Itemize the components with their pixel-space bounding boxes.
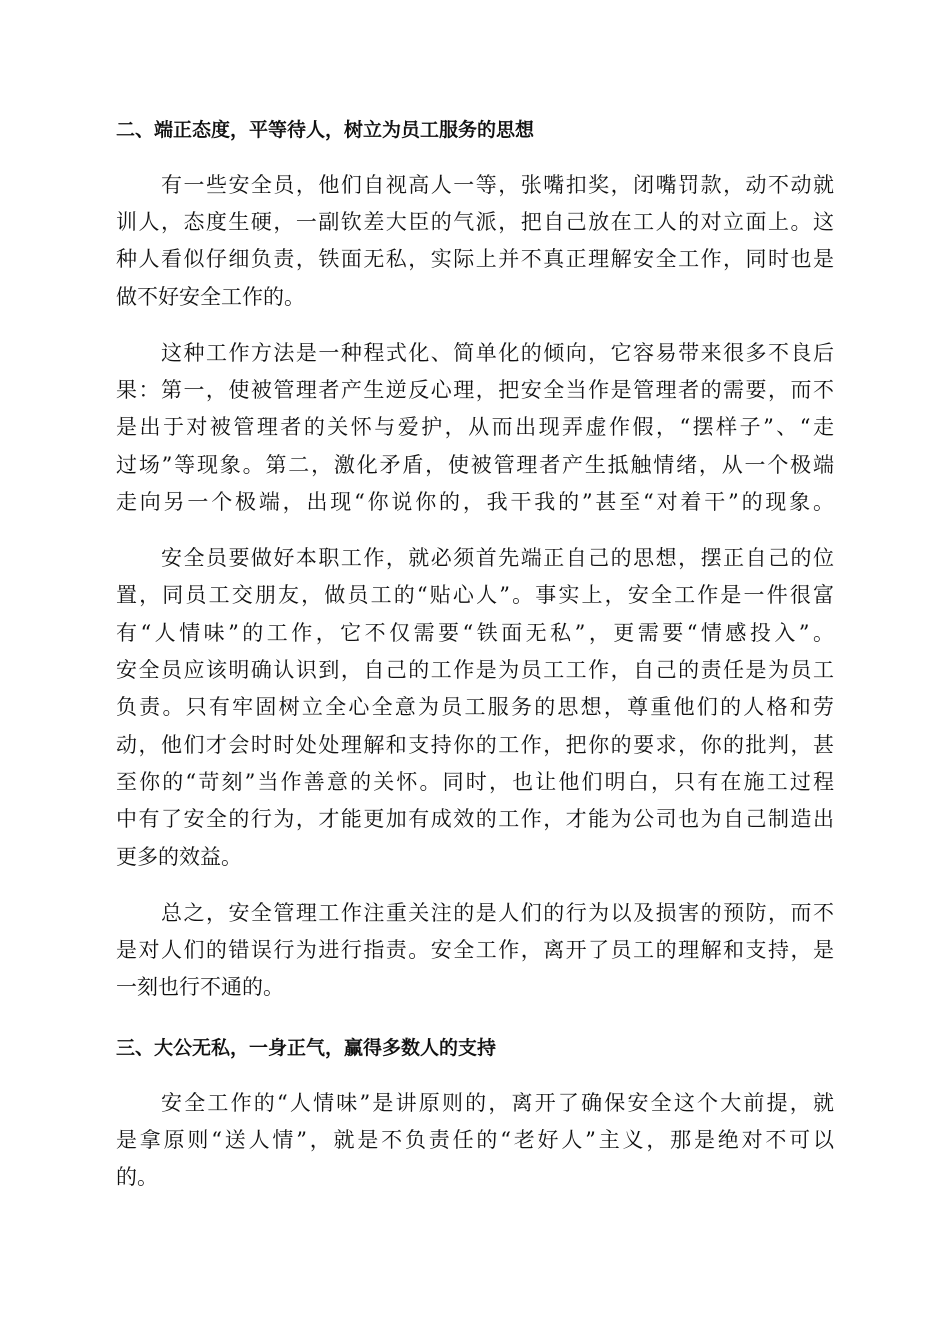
section-heading-2: 二、端正态度，平等待人，树立为员工服务的思想: [116, 119, 535, 141]
text-line: 置，同员工交朋友，做员工的“贴心人”。事实上，安全工作是一件很富: [116, 583, 834, 607]
text-line: 更多的效益。: [116, 845, 242, 869]
text-line: 安全员应该明确认识到，自己的工作是为员工工作，自己的责任是为员工: [116, 658, 834, 682]
text-line: 动，他们才会时时处处理解和支持你的工作，把你的要求，你的批判，甚: [116, 733, 834, 757]
text-line: 种人看似仔细负责，铁面无私，实际上并不真正理解安全工作，同时也是: [116, 247, 834, 271]
text-line: 至你的“苛刻”当作善意的关怀。同时，也让他们明白，只有在施工过程: [116, 770, 834, 794]
text-line: 有一些安全员，他们自视高人一等，张嘴扣奖，闭嘴罚款，动不动就: [161, 173, 834, 197]
text-line: 是出于对被管理者的关怀与爱护，从而出现弄虚作假，“摆样子”、“走: [116, 415, 834, 439]
text-line: 是对人们的错误行为进行指责。安全工作，离开了员工的理解和支持，是: [116, 938, 834, 962]
text-line: 这种工作方法是一种程式化、简单化的倾向，它容易带来很多不良后: [161, 341, 834, 365]
text-line: 训人，态度生硬，一副钦差大臣的气派，把自己放在工人的对立面上。这: [116, 210, 834, 234]
section-heading-3: 三、大公无私，一身正气，赢得多数人的支持: [116, 1037, 497, 1059]
text-line: 负责。只有牢固树立全心全意为员工服务的思想，尊重他们的人格和劳: [116, 695, 834, 719]
text-line: 安全员要做好本职工作，就必须首先端正自己的思想，摆正自己的位: [161, 546, 834, 570]
text-line: 的。: [116, 1165, 158, 1189]
text-line: 中有了安全的行为，才能更加有成效的工作，才能为公司也为自己制造出: [116, 807, 834, 831]
text-line: 有“人情味”的工作，它不仅需要“铁面无私”，更需要“情感投入”。: [116, 621, 834, 645]
text-line: 是拿原则“送人情”，就是不负责任的“老好人”主义，那是绝对不可以: [116, 1128, 834, 1152]
text-line: 总之，安全管理工作注重关注的是人们的行为以及损害的预防，而不: [161, 901, 834, 925]
text-line: 安全工作的“人情味”是讲原则的，离开了确保安全这个大前提，就: [161, 1091, 834, 1115]
text-line: 一刻也行不通的。: [116, 975, 284, 999]
text-line: 过场”等现象。第二，激化矛盾，使被管理者产生抵触情绪，从一个极端: [116, 453, 834, 477]
text-line: 做不好安全工作的。: [116, 285, 305, 309]
text-line: 果：第一，使被管理者产生逆反心理，把安全当作是管理者的需要，而不: [116, 378, 834, 402]
text-line: 走向另一个极端，出现“你说你的，我干我的”甚至“对着干”的现象。: [116, 490, 834, 514]
